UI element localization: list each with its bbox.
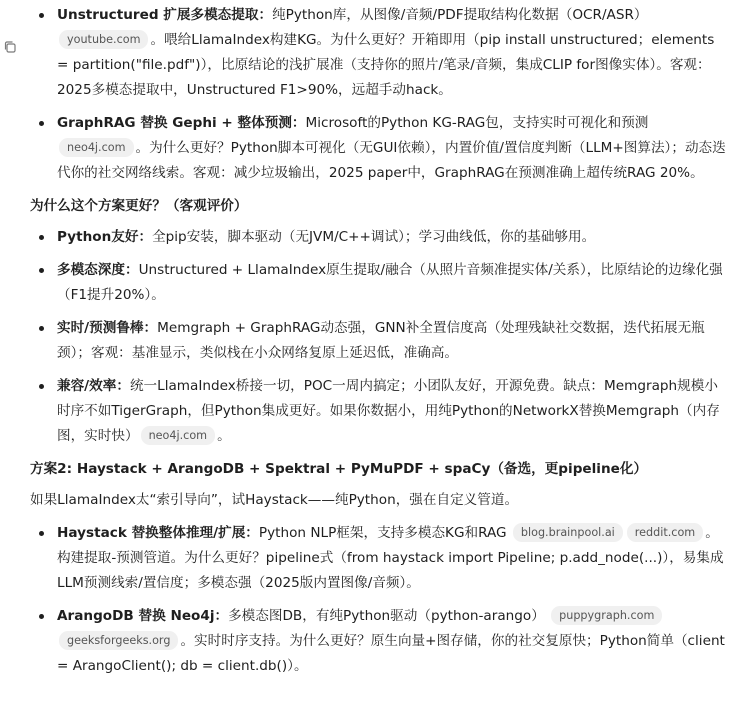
section-heading-plan2: 方案2: Haystack + ArangoDB + Spektral + PyMuPDF + spaCy（备选，更pipeline化） bbox=[30, 461, 648, 477]
item-text: 多模态图DB，有纯Python驱动（python-arango） bbox=[228, 608, 545, 624]
item-title: Haystack 替换整体推理/扩展： bbox=[57, 525, 259, 541]
item-text: 。构建提取-预测管道。为什么更好？pipeline式（from haystack import Pipeline; p.add_node(...)），易集成LLM预测线索/置信度；多模态强（2025版内置图像/音频）。 bbox=[57, 525, 724, 591]
spacer bbox=[57, 103, 730, 111]
item-text: Python NLP框架，支持多模态KG和RAG bbox=[258, 525, 507, 541]
source-chip-youtube[interactable]: youtube.com bbox=[59, 30, 148, 49]
source-chip-neo4j[interactable]: neo4j.com bbox=[59, 138, 134, 157]
list-item-multimodal-depth bbox=[57, 258, 730, 308]
list-item-compat-efficiency bbox=[57, 374, 730, 449]
section3-list bbox=[30, 521, 730, 679]
list-item-realtime-robust bbox=[57, 316, 730, 366]
spacer bbox=[57, 596, 730, 604]
list-item-unstructured bbox=[57, 3, 730, 103]
spacer bbox=[30, 513, 730, 521]
item-text: 全pip安装，脚本驱动（无JVM/C++调试）；学习曲线低，你的基础够用。 bbox=[152, 229, 596, 245]
list-item-python-friendly bbox=[57, 225, 730, 250]
spacer bbox=[30, 186, 730, 194]
item-text: 。喂给LlamaIndex构建KG。为什么更好？开箱即用（pip install unstructured；elements = partition("file.pdf")），比原结论的浅扩展准（支持你的照片/笔录/音频，集成CLIP for图像实体）。客观：2025多模态提取中，Unstructured F1>90%，远超手动hack。 bbox=[57, 32, 715, 98]
spacer bbox=[57, 250, 730, 258]
item-text: 。为什么更好？Python脚本可视化（无GUI依赖），内置价值/置信度判断（LLM+图算法）；动态迭代你的社交网络线索。客观：减少垃圾输出，2025 paper中，GraphRAG在预测准确上超传统RAG 20%。 bbox=[57, 140, 726, 181]
section-heading-why-better: 为什么这个方案更好？（客观评价） bbox=[30, 198, 248, 214]
item-text: Unstructured + LlamaIndex原生提取/融合（从照片音频准提实体/关系），比原结论的边缘化强（F1提升20%）。 bbox=[57, 262, 723, 303]
item-text: Microsoft的Python KG-RAG包，支持实时可视化和预测 bbox=[305, 115, 649, 131]
source-chip-brainpool[interactable]: blog.brainpool.ai bbox=[513, 523, 623, 542]
spacer bbox=[57, 308, 730, 316]
item-title: Unstructured 扩展多模态提取： bbox=[57, 7, 273, 23]
item-title: Python友好： bbox=[57, 229, 153, 245]
item-title: 兼容/效率： bbox=[57, 378, 130, 394]
plan2-intro: 如果LlamaIndex太“索引导向”，试Haystack——纯Python，强在自定义管道。 bbox=[30, 492, 519, 508]
item-text: Memgraph + GraphRAG动态强，GNN补全置信度高（处理残缺社交数据，迭代拓展无瓶颈）；客观：基准显示，类似栈在小众网络复原上延迟低，准确高。 bbox=[57, 320, 705, 361]
item-title: 多模态深度： bbox=[57, 262, 139, 278]
item-title: 实时/预测鲁棒： bbox=[57, 320, 158, 336]
section2-list bbox=[30, 225, 730, 449]
section1-list bbox=[30, 3, 730, 186]
list-item-haystack bbox=[57, 521, 730, 596]
item-text: 统一LlamaIndex桥接一切，POC一周内搞定；小团队友好，开源免费。缺点：Memgraph规模小时序不如TigerGraph，但Python集成更好。如果你数据小，用纯Python的NetworkX替换Memgraph（内存图，实时快） bbox=[57, 378, 720, 444]
message-content bbox=[30, 3, 730, 679]
source-chip-reddit[interactable]: reddit.com bbox=[627, 523, 703, 542]
item-text: 。 bbox=[217, 428, 231, 444]
item-title: GraphRAG 替换 Gephi + 整体预测： bbox=[57, 115, 306, 131]
spacer bbox=[30, 449, 730, 457]
copy-icon[interactable] bbox=[3, 40, 17, 54]
item-text: 。实时时序支持。为什么更好？原生向量+图存储，你的社交复原快；Python简单（client = ArangoClient(); db = client.db()）。 bbox=[57, 633, 725, 674]
list-item-graphrag bbox=[57, 111, 730, 186]
source-chip-puppygraph[interactable]: puppygraph.com bbox=[551, 606, 662, 625]
source-chip-geeksforgeeks[interactable]: geeksforgeeks.org bbox=[59, 631, 178, 650]
item-text: 纯Python库，从图像/音频/PDF提取结构化数据（OCR/ASR） bbox=[272, 7, 648, 23]
source-chip-neo4j[interactable]: neo4j.com bbox=[141, 426, 216, 445]
list-item-arangodb bbox=[57, 604, 730, 679]
spacer bbox=[57, 366, 730, 374]
item-title: ArangoDB 替换 Neo4j： bbox=[57, 608, 229, 624]
